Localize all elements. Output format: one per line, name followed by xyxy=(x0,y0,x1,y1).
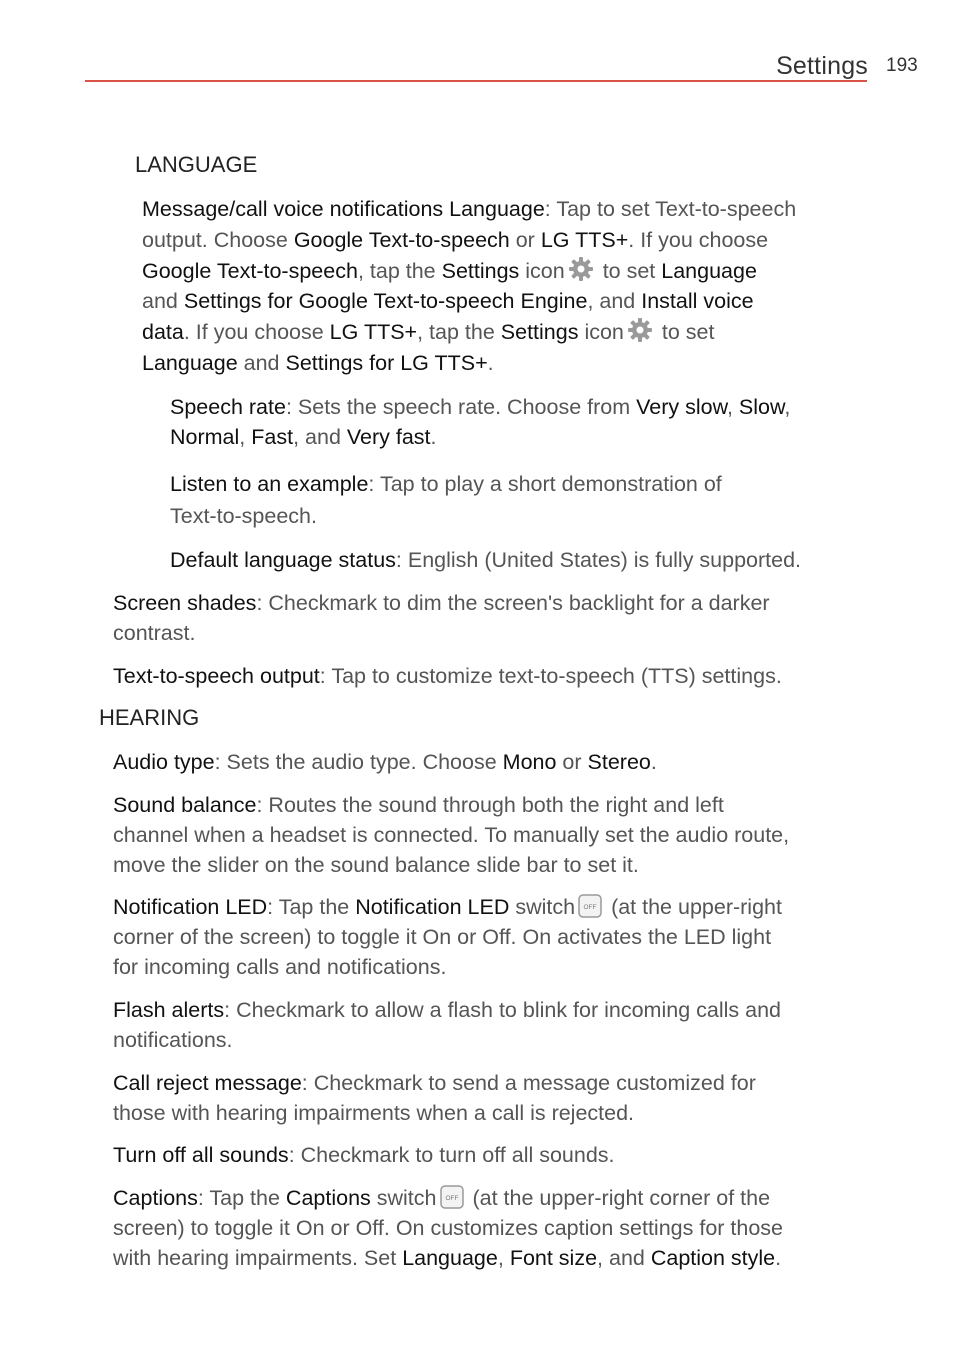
header-rule xyxy=(85,80,867,82)
text: , and xyxy=(587,289,642,314)
text: : Tap to customize text-to-speech (TTS) settings. xyxy=(319,664,782,688)
listen-example-paragraph xyxy=(170,468,722,532)
term: Audio type xyxy=(113,750,215,774)
text: icon xyxy=(578,320,624,345)
term: Message/call voice notifications Language xyxy=(142,197,545,221)
text: output. Choose xyxy=(142,227,294,252)
tts-output-paragraph xyxy=(113,661,782,691)
term: Normal xyxy=(170,425,240,449)
text: screen) to toggle it On or Off. On customizes caption settings for those xyxy=(113,1216,784,1240)
notification-led-paragraph xyxy=(113,892,782,982)
text: . If you choose xyxy=(183,320,330,345)
screen-shades-paragraph xyxy=(113,588,770,648)
term: Settings for LG TTS+ xyxy=(285,350,488,375)
term: LG TTS+ xyxy=(540,227,629,252)
text: : Tap the xyxy=(267,895,356,919)
off-switch-icon xyxy=(440,1185,464,1209)
text: , xyxy=(497,1246,510,1270)
term: Mono xyxy=(502,750,557,774)
term: Install voice xyxy=(641,289,754,314)
term: Default language status xyxy=(170,548,396,572)
term: Text-to-speech output xyxy=(113,664,320,688)
text: : Tap to play a short demonstration of xyxy=(368,472,722,496)
sound-balance-paragraph xyxy=(113,790,789,880)
term: Font size xyxy=(509,1246,598,1270)
term: Turn off all sounds xyxy=(113,1143,289,1167)
text: switch xyxy=(509,895,576,919)
term: Very fast xyxy=(346,425,431,449)
term: Slow xyxy=(738,395,785,419)
term: Speech rate xyxy=(170,395,286,419)
text: channel when a headset is connected. To manually set the audio route, xyxy=(113,823,790,847)
text: corner of the screen) to toggle it On or Off. On activates the LED light xyxy=(113,925,772,949)
text: move the slider on the sound balance slide bar to set it. xyxy=(113,853,639,877)
text: , xyxy=(239,425,252,449)
text: , xyxy=(784,395,791,419)
text: or xyxy=(509,227,541,252)
hearing-heading: HEARING xyxy=(99,705,200,730)
call-reject-paragraph xyxy=(113,1068,756,1128)
section-title: Settings xyxy=(776,52,868,80)
term: Call reject message xyxy=(113,1071,302,1095)
audio-type-paragraph xyxy=(113,747,657,777)
flash-alerts-paragraph xyxy=(113,995,781,1055)
msg-lang-paragraph xyxy=(142,194,796,379)
page-number: 193 xyxy=(886,55,918,76)
text: for incoming calls and notifications. xyxy=(113,955,447,979)
text: . xyxy=(650,750,657,774)
text: . If you choose xyxy=(628,227,769,252)
term: Stereo xyxy=(587,750,651,774)
text: . xyxy=(487,350,494,375)
text: to set xyxy=(655,320,715,345)
text: : Sets the speech rate. Choose from xyxy=(285,395,637,419)
text: : Checkmark to allow a flash to blink for incoming calls and xyxy=(224,998,781,1022)
term: Notification LED xyxy=(113,895,268,919)
text: switch xyxy=(370,1186,437,1210)
off-switch-icon xyxy=(578,894,602,918)
text: and xyxy=(237,350,286,375)
text: icon xyxy=(519,258,565,283)
term: Captions xyxy=(285,1186,371,1210)
term: Sound balance xyxy=(113,793,257,817)
text: , and xyxy=(293,425,347,449)
text: , tap the xyxy=(417,320,501,345)
term: Google Text-to-speech xyxy=(142,258,358,283)
term: Listen to an example xyxy=(170,472,369,496)
term: Captions xyxy=(113,1186,198,1210)
text: to set xyxy=(596,258,662,283)
term: LG TTS+ xyxy=(329,320,418,345)
gear-icon xyxy=(627,317,653,343)
text: : Sets the audio type. Choose xyxy=(214,750,503,774)
term: Language xyxy=(661,258,757,283)
gear-icon xyxy=(568,256,594,282)
term: Notification LED xyxy=(355,895,510,919)
text: : Routes the sound through both the right and left xyxy=(256,793,724,817)
language-heading: LANGUAGE xyxy=(135,152,258,177)
term: Language xyxy=(142,350,238,375)
default-language-paragraph xyxy=(170,545,801,575)
term: Settings for Google Text-to-speech Engine xyxy=(183,289,588,314)
text: or xyxy=(556,750,588,774)
text: : Checkmark to dim the screen's backlight for a darker xyxy=(256,591,770,615)
turn-off-sounds-paragraph xyxy=(113,1140,615,1170)
captions-paragraph xyxy=(113,1183,783,1273)
term: Screen shades xyxy=(113,591,257,615)
term: Very slow xyxy=(636,395,727,419)
text: , and xyxy=(597,1246,651,1270)
speech-rate-paragraph xyxy=(170,392,790,452)
text: : Tap the xyxy=(197,1186,286,1210)
text: , xyxy=(726,395,739,419)
off-switch-label: OFF xyxy=(583,904,597,911)
term: Fast xyxy=(251,425,294,449)
text: . xyxy=(775,1246,782,1270)
term: Flash alerts xyxy=(113,998,225,1022)
text: . xyxy=(430,425,437,449)
text: with hearing impairments. Set xyxy=(113,1246,403,1270)
text: Text-to-speech. xyxy=(170,504,317,528)
term: Language xyxy=(402,1246,498,1270)
text: (at the upper-right corner of the xyxy=(466,1186,771,1210)
text: (at the upper-right xyxy=(605,895,782,919)
text: : Checkmark to turn off all sounds. xyxy=(288,1143,615,1167)
text: those with hearing impairments when a call is rejected. xyxy=(113,1101,635,1125)
text: and xyxy=(142,289,184,314)
term: Settings xyxy=(500,320,579,345)
term: data xyxy=(142,320,184,345)
term: Settings xyxy=(441,258,520,283)
text: , tap the xyxy=(357,258,442,283)
text: notifications. xyxy=(113,1028,233,1052)
term: Caption style xyxy=(650,1246,776,1270)
text: contrast. xyxy=(113,621,196,645)
text: : English (United States) is fully supported. xyxy=(395,548,802,572)
off-switch-label: OFF xyxy=(445,1195,458,1202)
text: : Tap to set Text-to-speech xyxy=(544,197,797,221)
text: : Checkmark to send a message customized for xyxy=(301,1071,756,1095)
term: Google Text-to-speech xyxy=(293,227,510,252)
